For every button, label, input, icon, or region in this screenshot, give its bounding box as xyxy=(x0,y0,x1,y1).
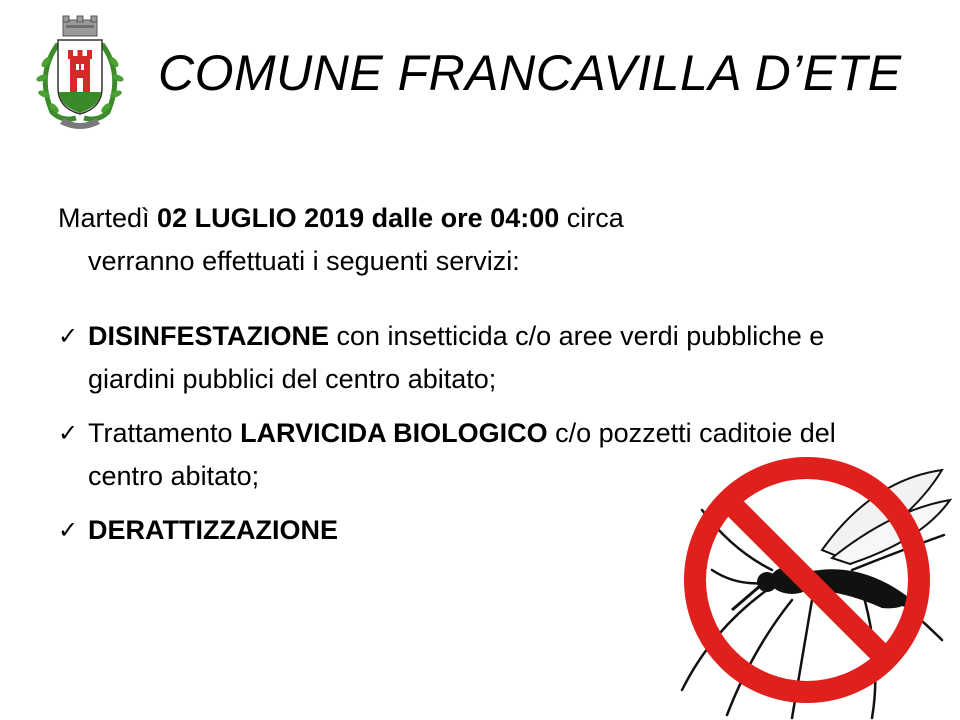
service-prefix: Trattamento xyxy=(88,418,241,448)
intro-line-1 xyxy=(58,197,818,240)
service-name: DISINFESTAZIONE xyxy=(88,321,330,351)
intro-prefix: Martedì xyxy=(58,203,158,233)
intro-suffix: circa xyxy=(559,203,624,233)
checkmark-icon: ✓ xyxy=(58,517,79,544)
intro-date-time: 02 LUGLIO 2019 dalle ore 04:00 xyxy=(157,203,560,233)
checkmark-icon: ✓ xyxy=(58,420,79,447)
intro-line-2: verranno effettuati i seguenti servizi: xyxy=(88,246,520,276)
service-description: con insetticida c/o aree verdi pubbliche e giardini pubblici del centro abitato; xyxy=(88,321,825,394)
service-name: LARVICIDA BIOLOGICO xyxy=(240,418,548,448)
service-name: DERATTIZZAZIONE xyxy=(88,515,338,545)
page-title: COMUNE FRANCAVILLA D’ETE xyxy=(158,45,902,101)
checkmark-icon: ✓ xyxy=(58,323,79,350)
list-item xyxy=(58,315,838,401)
service-description: c/o pozzetti caditoie del centro abitato; xyxy=(88,418,836,491)
no-mosquito-icon xyxy=(672,440,952,720)
intro-paragraph xyxy=(58,197,818,283)
municipal-crest-icon xyxy=(30,14,130,132)
